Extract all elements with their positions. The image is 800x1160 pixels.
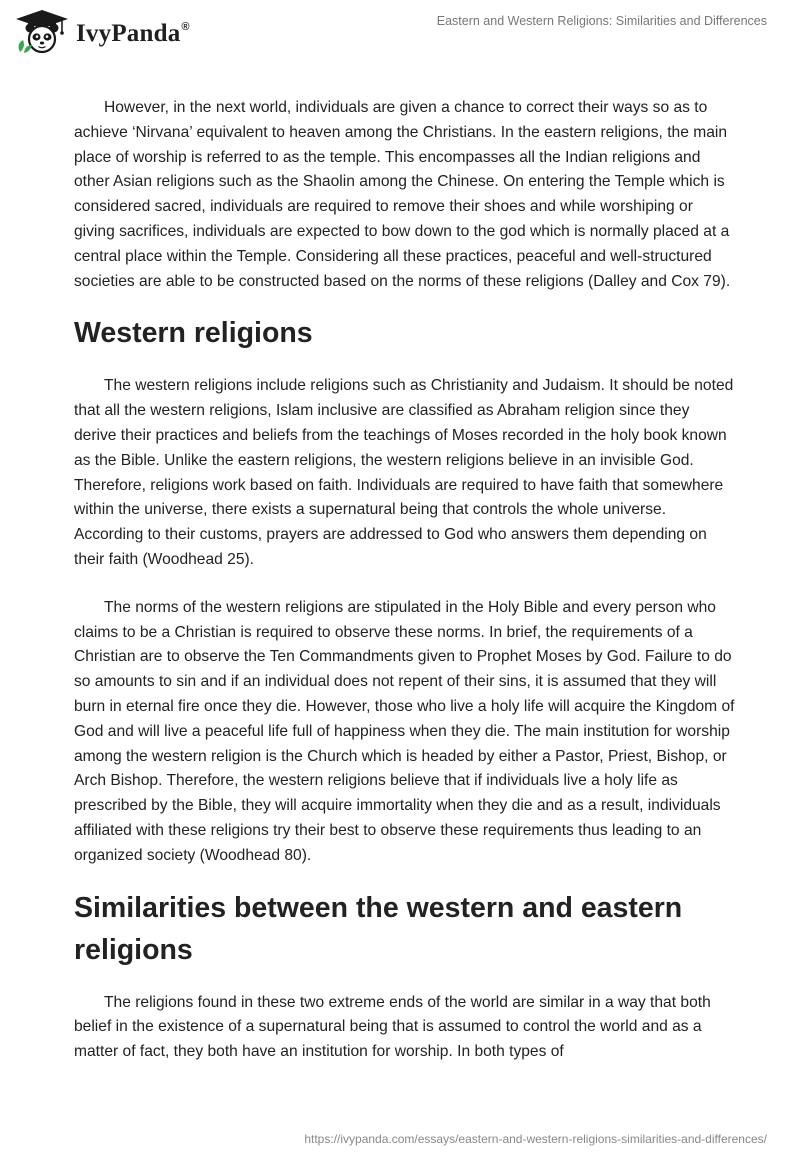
source-url[interactable]: https://ivypanda.com/essays/eastern-and-western-religions-similarities-and-differences/ — [304, 1132, 767, 1146]
paragraph: The religions found in these two extreme ends of the world are similar in a way that both belief in the existence of a supernatural being that is assumed to control the world and as a matter of fact, they both have an institution for worship. In both types of — [74, 993, 711, 1061]
paragraph: The western religions include religions such as Christianity and Judaism. It should be noted that all the western religions, Islam inclusive are classified as Abraham religion since they derive their practices and beliefs from the teachings of Moses recorded in the holy book known as the Bible. Unlike the eastern religions, the western religions believe in an invisible God. Therefore, religions work based on faith. Individuals are required to have faith that somewhere within the universe, there exists a supernatural being that controls the whole universe. According to their customs, prayers are addressed to God who answers them depending on their faith (Woodhead 25). — [74, 377, 734, 568]
panda-logo-icon — [14, 8, 70, 54]
page-header — [0, 0, 800, 64]
registered-mark: ® — [181, 20, 190, 33]
section-heading-similarities: Similarities between the western and eastern religions — [74, 891, 683, 966]
paragraph: The norms of the western religions are stipulated in the Holy Bible and every person who claims to be a Christian is required to observe these norms. In brief, the requirements of a Christian are to observe the Ten Commandments given to Prophet Moses by God. Failure to do so amounts to sin and if an individual does not repent of their sins, it is assumed that they will burn in eternal fire once they die. However, those who live a holy life will acquire the Kingdom of God and will live a peaceful life full of happiness when they die. The main institution for worship among the western religion is the Church which is headed by either a Pastor, Priest, Bishop, or Arch Bishop. Therefore, the western religions believe that if individuals live a holy life as prescribed by the Bible, they will acquire immortality when they die and as a result, individuals affiliated with these religions try their best to observe these requirements thus leading to an organized society (Woodhead 80). — [74, 598, 735, 864]
section-heading-western-religions: Western religions — [74, 317, 313, 350]
paragraph: However, in the next world, individuals are given a chance to correct their ways so as to achieve ‘Nirvana’ equivalent to heaven among the Christians. In the eastern religions, the main place of worship is referred to as the temple. This encompasses all the Indian religions and other Asian religions such as the Shaolin among the Chinese. On entering the Temple which is considered sacred, individuals are required to remove their shoes and while worshiping or giving sacrifices, individuals are expected to bow down to the god which is normally placed at a central place within the Temple. Considering all these practices, peaceful and well-structured societies are able to be constructed based on the norms of these religions (Dalley and Cox 79). — [74, 99, 731, 290]
article-body — [74, 96, 736, 1065]
brand-name: IvyPanda® — [76, 20, 190, 47]
ivypanda-logo[interactable] — [14, 8, 190, 54]
document-title: Eastern and Western Religions: Similarities and Differences — [436, 14, 767, 28]
